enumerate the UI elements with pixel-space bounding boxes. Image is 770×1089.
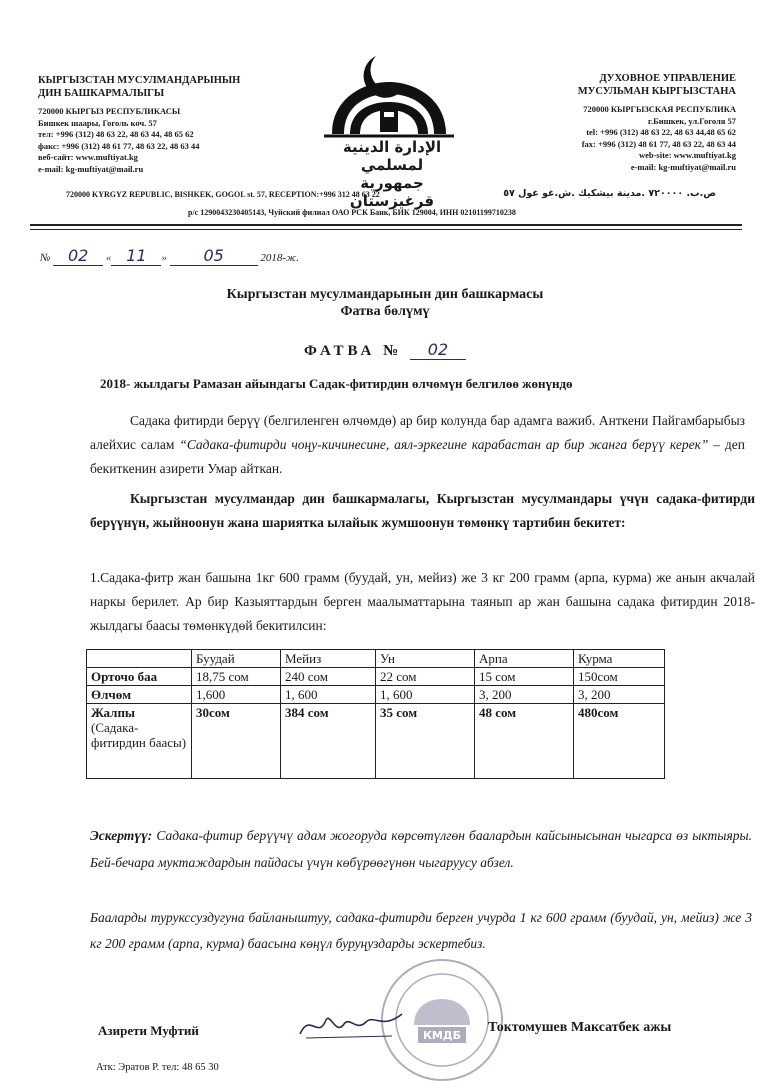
header-left-title2: ДИН БАШКАРМАЛЫГЫ xyxy=(38,88,165,99)
total-sublabel: (Садака-фитирдин баасы) xyxy=(91,720,187,750)
header-left-line: тел: +996 (312) 48 63 22, 48 63 44, 48 65 62 xyxy=(38,129,194,139)
address-en: 720000 KYRGYZ REPUBLIC, BISHKEK, GOGOL st. 57, RECEPTION:+996 312 48 63 22 xyxy=(66,190,380,199)
header-right-title1: ДУХОВНОЕ УПРАВЛЕНИЕ xyxy=(599,73,736,84)
header-left-line: e-mail: kg-muftiyat@mail.ru xyxy=(38,163,144,174)
paragraph-2: Кыргызстан мусулмандар дин башкармалагы, Кыргызстан мусулмандары үчүн садака-фитирди берүүнүн, жыйноонун жана шариятка ылайык жумшоонун төмөнкү тартибин бекитет: xyxy=(90,491,755,530)
note-paragraph xyxy=(90,822,752,876)
table-total-cell: 48 сом xyxy=(475,704,574,779)
table-total-cell: 480сом xyxy=(574,704,665,779)
header-right-line: fax: +996 (312) 48 61 77, 48 63 22, 48 63 44 xyxy=(581,138,736,149)
signatory-title: Азирети Муфтий xyxy=(98,1023,199,1038)
total-label: Жалпы xyxy=(91,705,136,720)
doc-number-value: 02 xyxy=(53,246,103,266)
address-ar: ص.ب. ٧٢٠٠٠٠ .مدينة بيشكيك .ش.غو غول ٥٧ xyxy=(503,188,716,199)
header-right-line: tel: +996 (312) 48 63 22, 48 63 44,48 65 62 xyxy=(586,127,736,137)
table-cell: 3, 200 xyxy=(574,686,665,704)
header-right-line: 720000 КЫРГЫЗСКАЯ РЕСПУБЛИКА xyxy=(583,104,736,114)
paragraph-1-text-b: – деп бекиткенин азирети Умар айткан. xyxy=(90,437,746,476)
table-header-cell: Курма xyxy=(574,650,665,668)
fatva-subject: 2018- жылдагы Рамазан айындагы Садак-фитирдин өлчөмүн белгилөө жөнүндө xyxy=(100,376,573,391)
table-cell: 1, 600 xyxy=(281,686,376,704)
paragraph-1-quote: “Садака-фитирди чоңу-кичинесине, аял-эркегине карабастан ар бир жанга берүү керек” xyxy=(179,437,709,452)
doc-year: 2018-ж. xyxy=(260,252,300,264)
paragraph-1 xyxy=(90,409,745,481)
table-cell: 240 сом xyxy=(281,668,376,686)
bank-details: р/с 1290043230405143, Чуйский филиал ОАО РСК Банк, БИК 129004, ИНН 02101199710238 xyxy=(188,208,516,217)
table-cell: 1,600 xyxy=(192,686,281,704)
table-cell: 15 сом xyxy=(475,668,574,686)
arabic-line-2: جمهورية قرغيزستان xyxy=(349,174,435,210)
fatva-number: 02 xyxy=(410,340,466,360)
paragraph-3: 1.Садака-фитр жан башына 1кг 600 грамм (буудай, ун, мейиз) же 3 кг 200 грамм (арпа, курма) же анын акчалай наркы берилет. Ар бир Казыяттардын берген маалыматтарына таянып ар жан башына садака фитирдин 2018-жылдагы баасы төмөнкүдөй бекитилсин: xyxy=(90,570,755,633)
address-line xyxy=(66,190,746,199)
header-left-block xyxy=(38,74,283,175)
table-header-cell: Ун xyxy=(376,650,475,668)
header-left-line: 720000 КЫРГЫЗ РЕСПУБЛИКАСЫ xyxy=(38,106,181,116)
table-header-cell: Буудай xyxy=(192,650,281,668)
handwritten-signature xyxy=(296,1006,406,1046)
table-row-label: Өлчөм xyxy=(87,686,192,704)
document-number-date: № 02 « 11 » 05 2018-ж. xyxy=(40,246,300,265)
header-divider xyxy=(30,224,742,226)
header-left-line: веб-сайт: www.muftiyat.kg xyxy=(38,152,138,162)
stamp-text: КМДБ xyxy=(422,1029,462,1042)
header-right-title2: МУСУЛЬМАН КЫРГЫЗСТАНА xyxy=(577,86,736,97)
org-line-2: Фатва бөлүмү xyxy=(340,304,430,319)
table-header-cell: Мейиз xyxy=(281,650,376,668)
header-left-line: Бишкек шаары, Гоголь коч. 57 xyxy=(38,117,157,128)
header-right-block xyxy=(501,72,736,173)
table-cell: 1, 600 xyxy=(376,686,475,704)
doc-number-label: № xyxy=(40,252,51,264)
header-divider-thin xyxy=(30,229,742,230)
fatva-label: ФАТВА № xyxy=(304,343,403,359)
price-table xyxy=(86,649,665,779)
table-corner-cell xyxy=(87,650,192,668)
header-right-line: web-site: www.muftiyat.kg xyxy=(638,150,736,160)
table-cell: 150сом xyxy=(574,668,665,686)
table-total-cell: 384 сом xyxy=(281,704,376,779)
table-header-cell: Арпа xyxy=(475,650,574,668)
fatva-heading xyxy=(0,340,770,360)
note2-paragraph: Бааларды турукссуздугуна байланыштуу, садака-фитирди берген учурда 1 кг 600 грамм (буудай, ун, мейиз) же 3 кг 200 грамм (арпа, курма) баасына көңүл буруңуздарды эскертебиз. xyxy=(90,910,752,951)
table-cell: 18,75 сом xyxy=(192,668,281,686)
organization-title xyxy=(0,286,770,320)
signatory-name: Токтомушев Максатбек ажы xyxy=(488,1020,672,1035)
doc-month: 05 xyxy=(170,246,258,266)
header-right-line: г.Бишкек, ул.Гоголя 57 xyxy=(648,115,736,126)
header-left-title1: КЫРГЫЗСТАН МУСУЛМАНДАРЫНЫН xyxy=(38,75,241,86)
table-total-cell: 30сом xyxy=(192,704,281,779)
table-cell: 22 сом xyxy=(376,668,475,686)
note-label: Эскертүү: xyxy=(90,828,153,843)
doc-day: 11 xyxy=(111,246,161,266)
table-cell: 3, 200 xyxy=(475,686,574,704)
executor-line: Атк: Эратов Р. тел: 48 65 30 xyxy=(96,1062,219,1073)
table-total-row xyxy=(87,704,665,779)
table-row-label: Орточо баа xyxy=(87,668,192,686)
arabic-org-name xyxy=(318,138,466,210)
org-line-1: Кыргызстан мусулмандарынын дин башкармасы xyxy=(226,287,544,302)
paragraph-1-text-a: Садака фитирди берүү (белгиленген өлчөмдө) ар бир колунда бар адамга важиб. Анткени Пайгамбарыбыз алейхис салам xyxy=(90,413,745,452)
header-left-line: факс: +996 (312) 48 61 77, 48 63 22, 48 63 44 xyxy=(38,140,200,151)
header-right-line: e-mail: kg-muftiyat@mail.ru xyxy=(630,161,736,172)
table-header-row xyxy=(87,650,665,668)
table-total-label xyxy=(87,704,192,779)
arabic-line-1: الإدارة الدينية لمسلمي xyxy=(342,138,442,174)
table-row xyxy=(87,686,665,704)
table-row xyxy=(87,668,665,686)
table-total-cell: 35 сом xyxy=(376,704,475,779)
note-text: Садака-фитир берүүчү адам жогоруда көрсөтүлгөн баалардын кайсынысынан чыгарса өз ыктыяры. Бей-бечара муктаждардын пайдасы үчүн көбүрөөгүнөн чыгаруусу абзел. xyxy=(90,828,752,870)
